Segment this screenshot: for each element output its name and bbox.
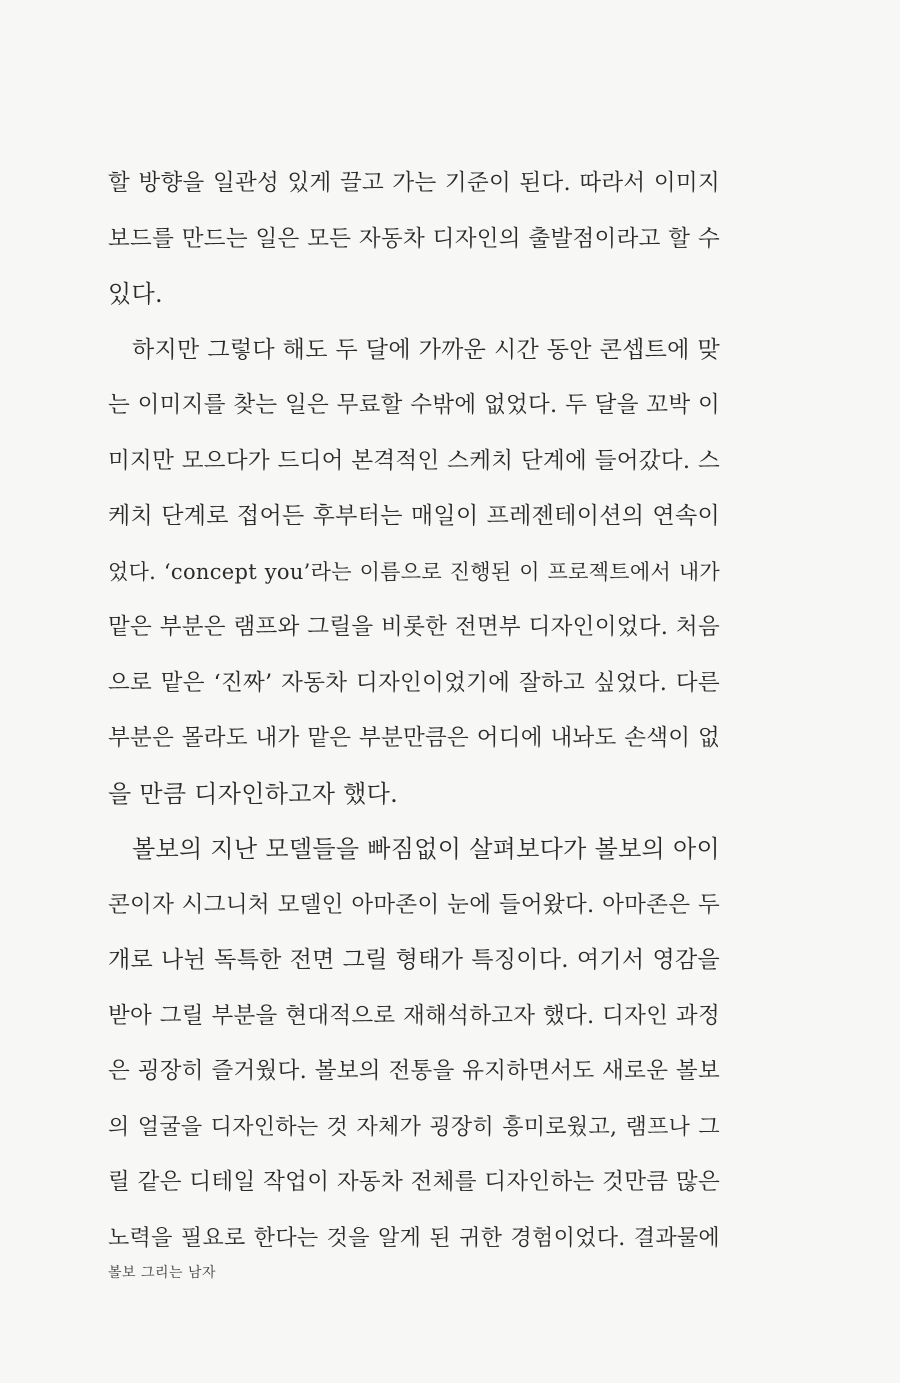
text-line: 있다. [108, 280, 163, 308]
text-line: 하지만 그렇다 해도 두 달에 가까운 시간 동안 콘셉트에 맞 [132, 336, 720, 363]
text-line: 었다. ‘concept you’라는 이름으로 진행된 이 프로젝트에서 내가 [108, 559, 720, 584]
text-line: 으로 맡은 ‘진짜’ 자동차 디자인이었기에 잘하고 싶었다. 다른 [108, 669, 720, 696]
text-line: 할 방향을 일관성 있게 끌고 가는 기준이 된다. 따라서 이미지 [108, 170, 720, 196]
text-line: 개로 나뉜 독특한 전면 그릴 형태가 특징이다. 여기서 영감을 [108, 947, 720, 973]
text-line: 맡은 부분은 램프와 그릴을 비롯한 전면부 디자인이었다. 처음 [108, 614, 720, 640]
body-text [108, 156, 720, 1266]
text-line: 보드를 만드는 일은 모든 자동차 디자인의 출발점이라고 할 수 [108, 225, 720, 252]
text-line: 노력을 필요로 한다는 것을 알게 된 귀한 경험이었다. 결과물에 [108, 1225, 720, 1251]
text-line: 케치 단계로 접어든 후부터는 매일이 프레젠테이션의 연속이 [108, 503, 720, 529]
text-line: 받아 그릴 부분을 현대적으로 재해석하고자 했다. 디자인 과정 [108, 1002, 720, 1029]
text-line: 을 만큼 디자인하고자 했다. [108, 779, 399, 808]
running-footer-title: 볼보 그리는 남자 [108, 1265, 217, 1281]
text-line: 는 이미지를 찾는 일은 무료할 수밖에 없었다. 두 달을 꼬박 이 [108, 392, 720, 418]
text-line: 부분은 몰라도 내가 맡은 부분만큼은 어디에 내놔도 손색이 없 [108, 725, 720, 751]
text-line: 릴 같은 디테일 작업이 자동차 전체를 디자인하는 것만큼 많은 [108, 1169, 720, 1195]
text-line: 볼보의 지난 모델들을 빠짐없이 살펴보다가 볼보의 아이 [132, 835, 720, 863]
text-line: 의 얼굴을 디자인하는 것 자체가 굉장히 흥미로웠고, 램프나 그 [108, 1114, 720, 1140]
text-line: 콘이자 시그니처 모델인 아마존이 눈에 들어왔다. 아마존은 두 [108, 891, 720, 918]
text-line: 미지만 모으다가 드디어 본격적인 스케치 단계에 들어갔다. 스 [108, 447, 720, 474]
text-line: 은 굉장히 즐거웠다. 볼보의 전통을 유지하면서도 새로운 볼보 [108, 1058, 720, 1084]
